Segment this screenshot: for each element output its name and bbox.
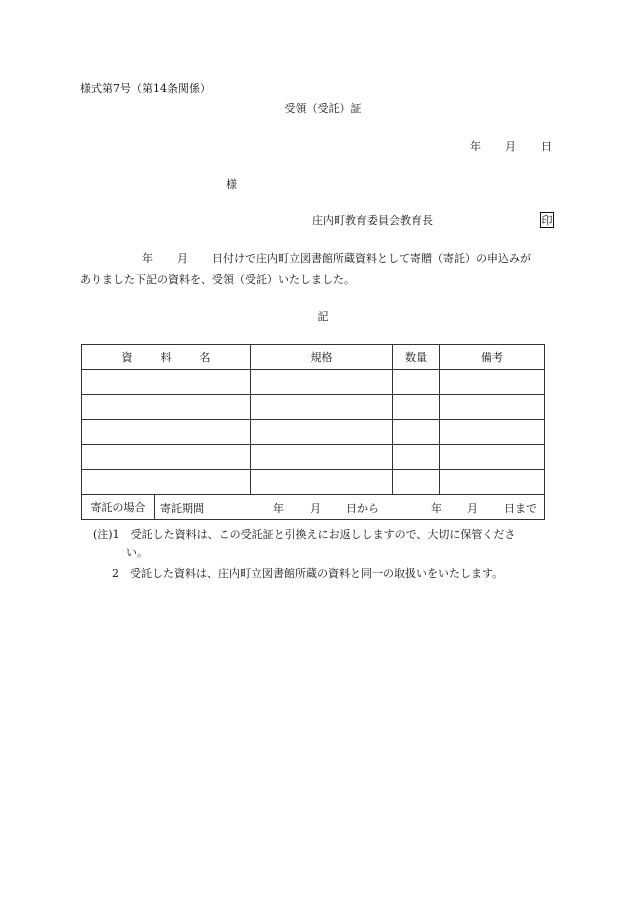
note-2: 2 受託した資料は、庄内町立図書館所蔵の資料と同一の取扱いをいたします。: [112, 567, 504, 580]
addressee-suffix: 様: [226, 178, 237, 191]
table-row: [82, 470, 545, 495]
deposit-to-month: 月: [467, 502, 478, 515]
cell-quantity[interactable]: [393, 395, 440, 420]
cell-item-name[interactable]: [82, 420, 251, 445]
cell-quantity[interactable]: [393, 370, 440, 395]
cell-quantity[interactable]: [393, 470, 440, 495]
body-month-label: 月: [177, 252, 188, 265]
document-title: 受領（受託）証: [284, 102, 362, 115]
deposit-period-cell[interactable]: [155, 495, 545, 520]
table-row: [82, 370, 545, 395]
table-row: [82, 395, 545, 420]
header-quantity: 数量: [393, 345, 440, 370]
header-spec: 規格: [251, 345, 393, 370]
cell-remarks[interactable]: [440, 470, 545, 495]
table-row: [82, 420, 545, 445]
cell-item-name[interactable]: [82, 395, 251, 420]
deposit-case-label: 寄託の場合: [82, 495, 155, 520]
cell-item-name[interactable]: [82, 370, 251, 395]
note-1-line2: い。: [126, 546, 148, 559]
items-table: [81, 344, 545, 520]
cell-spec[interactable]: [251, 420, 393, 445]
body-year-label: 年: [142, 252, 153, 265]
cell-remarks[interactable]: [440, 420, 545, 445]
cell-item-name[interactable]: [82, 445, 251, 470]
cell-quantity[interactable]: [393, 445, 440, 470]
deposit-to-year: 年: [431, 502, 442, 515]
table-row: [82, 445, 545, 470]
body-text-line1: 日付けで庄内町立図書館所蔵資料として寄贈（寄託）の申込みが: [212, 252, 531, 265]
cell-remarks[interactable]: [440, 395, 545, 420]
deposit-to-day: 日まで: [504, 502, 537, 515]
form-number: 様式第7号（第14条関係）: [80, 82, 211, 95]
cell-remarks[interactable]: [440, 370, 545, 395]
body-text-line2: ありました下記の資料を、受領（受託）いたしました。: [80, 273, 355, 286]
header-remarks: 備考: [440, 345, 545, 370]
ki-heading: 記: [317, 310, 329, 323]
deposit-row: [82, 495, 545, 520]
cell-spec[interactable]: [251, 395, 393, 420]
deposit-from-year: 年: [273, 502, 284, 515]
deposit-from-month: 月: [310, 502, 321, 515]
deposit-from-day: 日から: [346, 502, 379, 515]
seal-mark: 印: [541, 214, 553, 227]
cell-spec[interactable]: [251, 445, 393, 470]
date-year-label: 年: [470, 140, 481, 153]
date-day-label: 日: [541, 140, 552, 153]
deposit-period-label: 寄託期間: [160, 502, 204, 515]
cell-spec[interactable]: [251, 470, 393, 495]
issuer-name: 庄内町教育委員会教育長: [312, 214, 433, 227]
header-item-name: 資料名: [82, 345, 251, 370]
cell-quantity[interactable]: [393, 420, 440, 445]
cell-remarks[interactable]: [440, 445, 545, 470]
cell-spec[interactable]: [251, 370, 393, 395]
date-month-label: 月: [505, 140, 516, 153]
note-1-line1: (注)1 受託した資料は、この受託証と引換えにお返ししますので、大切に保管くださ: [93, 528, 516, 541]
table-header-row: [82, 345, 545, 370]
cell-item-name[interactable]: [82, 470, 251, 495]
